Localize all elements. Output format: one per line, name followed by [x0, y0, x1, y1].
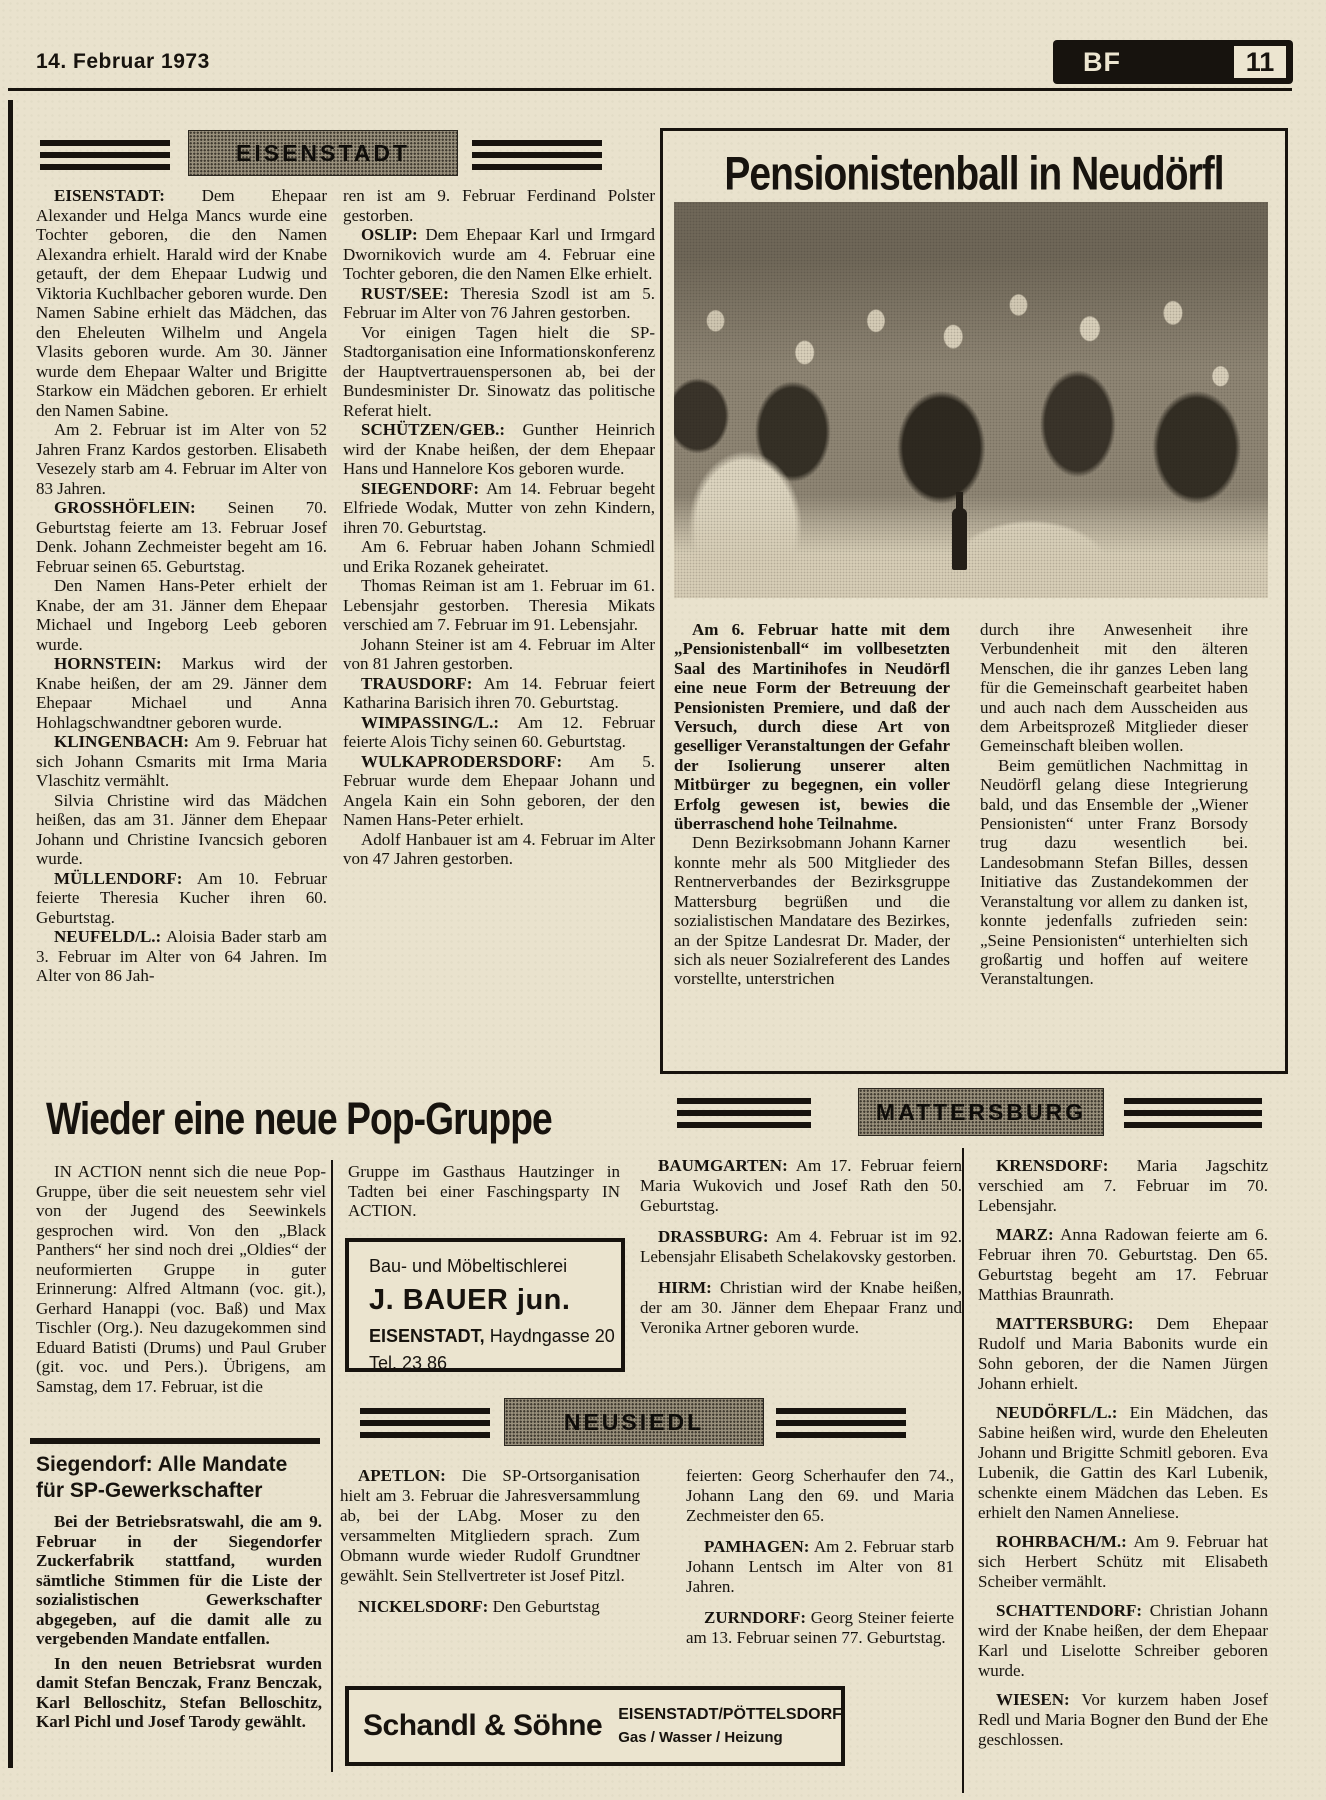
- place-name: DRASSBURG:: [658, 1227, 769, 1246]
- news-item: [686, 1466, 954, 1526]
- ad-bauer-name: J. BAUER jun.: [369, 1284, 571, 1316]
- left-margin-rule: [8, 100, 13, 1768]
- section-mattersburg-header: MATTERSBURG: [858, 1088, 1104, 1136]
- news-text: Am 2. Februar ist im Alter von 52 Jahren Franz Kardos gestorben. Elisabeth Vesezely starb am 4. Februar im Alter von 83 Jahren.: [36, 420, 327, 498]
- ad-schandl-details: [618, 1706, 842, 1746]
- header-rule: [8, 88, 1292, 91]
- news-text: Gunther Heinrich wird der Knabe heißen, der dem Ehepaar Hans und Hannelore Kos geboren wurde.: [343, 420, 655, 478]
- news-text: Silvia Christine wird das Mädchen heißen, das am 31. Jänner dem Ehepaar Johann und Christine Ivancsich geboren wurde.: [36, 790, 327, 868]
- neusiedl-column-1: [340, 1466, 640, 1681]
- news-item: [640, 1156, 962, 1216]
- ad-schandl-name: Schandl & Söhne: [363, 1709, 603, 1742]
- news-text: Thomas Reiman ist am 1. Februar im 61. Lebensjahr gestorben. Theresia Mikats verschied am 7. Februar im 91. Lebensjahr.: [343, 576, 655, 634]
- news-item: [36, 576, 327, 654]
- place-name: PAMHAGEN:: [704, 1537, 810, 1556]
- ad-bauer: [345, 1238, 625, 1372]
- news-item: [343, 674, 655, 713]
- news-item: [343, 479, 655, 538]
- news-item: [343, 186, 655, 225]
- news-item: [343, 713, 655, 752]
- news-text: Ein Mädchen, das Sabine heißen wird, wurde den Eheleuten Johann und Brigitte Schmitl geboren. Eva Lubenik, die Gattin des Karl Lubenik, schenkte einem Mädchen das Leben. Es erhielt den Namen Anneliese.: [978, 1403, 1268, 1522]
- place-name: ROHRBACH/M.:: [996, 1532, 1127, 1551]
- news-text: Aloisia Bader starb am 3. Februar im Alter von 64 Jahren. Im Alter von 86 Jah-: [36, 927, 327, 985]
- news-text: Am 12. Februar feierte Alois Tichy seinen 60. Geburtstag.: [343, 712, 655, 751]
- place-name: TRAUSDORF:: [361, 673, 473, 693]
- place-name: GROSSHÖFLEIN:: [54, 498, 196, 517]
- news-text: Am 2. Februar starb Johann Lentsch im Alter von 81 Jahren.: [686, 1537, 954, 1596]
- article-paragraph: [674, 833, 950, 988]
- news-text: Christian Johann wird der Knabe heißen, der dem Ehepaar Karl und Liselotte Schreiber geboren wurde.: [978, 1601, 1268, 1680]
- news-item: [343, 420, 655, 479]
- siegendorf-headline-line2: für SP-Gewerkschafter: [36, 1479, 263, 1502]
- news-text: Den Namen Hans-Peter erhielt der Knabe, der am 31. Jänner dem Ehepaar Michael und Ingeborg Leeb geboren wurde.: [36, 576, 327, 654]
- pop-article-column-1: [36, 1162, 326, 1430]
- place-name: SCHÜTZEN/GEB.:: [361, 420, 506, 439]
- news-text: Maria Jagschitz verschied am 7. Februar im 70. Lebensjahr.: [978, 1156, 1268, 1215]
- news-text: Dem Ehepaar Rudolf und Maria Babonits wurde ein Sohn geboren, der die Namen Jürgen Johann erhielt.: [978, 1314, 1268, 1393]
- place-name: WIESEN:: [996, 1690, 1070, 1709]
- news-item: [343, 323, 655, 421]
- news-item: [36, 420, 327, 498]
- news-item: [36, 927, 327, 986]
- ball-article-column-2: [980, 620, 1248, 1066]
- news-item: [978, 1156, 1268, 1216]
- news-item: [340, 1466, 640, 1586]
- news-text: Dem Ehepaar Alexander und Helga Mancs wurde eine Tochter geboren, die den Namen Alexandra erhielt. Harald wird der Knabe getauft, der dem Ehepaar Ludwig und Viktoria Kuchlbacher geboren wurde. Den Namen Sabine erhielt das Mädchen, das den Eheleuten Wilhelm und Angela Vlasits geboren wurde. Am 30. Jänner wurde dem Ehepaar Walter und Brigitte Starkow ein Mädchen geboren. Er erhielt den Namen Sabine.: [36, 186, 327, 420]
- news-item: [340, 1597, 640, 1617]
- edition-code: BF: [1083, 47, 1121, 77]
- place-name: KLINGENBACH:: [54, 732, 190, 751]
- column-rule-right: [962, 1148, 964, 1793]
- mattersburg-bars-right: [1124, 1098, 1262, 1128]
- news-text: Vor einigen Tagen hielt die SP-Stadtorganisation eine Informationskonferenz der Hauptvertrauenspersonen ab, bei der Bundesminister Dr. Sinowatz das politische Referat hielt.: [343, 322, 655, 420]
- news-item: [343, 284, 655, 323]
- news-item: [36, 869, 327, 928]
- place-name: BAUMGARTEN:: [658, 1156, 788, 1175]
- news-text: Markus wird der Knabe heißen, der am 29. Jänner dem Ehepaar Michael und Anna Hohlagschwandtner geboren wurde.: [36, 654, 327, 732]
- article-paragraph: Gruppe im Gasthaus Hautzinger in Tadten bei einer Faschingsparty IN ACTION.: [348, 1162, 620, 1220]
- news-text: Den Geburtstag: [492, 1597, 600, 1616]
- eisenstadt-column-1: [36, 186, 327, 1111]
- place-name: SCHATTENDORF:: [996, 1601, 1143, 1620]
- mattersburg-column-1: [640, 1156, 962, 1396]
- news-text: Am 6. Februar haben Johann Schmiedl und Erika Rozanek geheiratet.: [343, 537, 655, 576]
- place-name: NEUFELD/L.:: [54, 927, 162, 946]
- place-name: EISENSTADT:: [54, 186, 165, 205]
- article-text: durch ihre Anwesenheit ihre Verbundenheit mit den älteren Menschen, die ihr ganzes Leben lang für die Gemeinschaft gearbeitet haben und auch nach dem Ausscheiden aus dem Arbeitsprozeß Mitglieder dieser Gemeinschaft bleiben wollen.: [980, 620, 1248, 756]
- section-neusiedl-header: NEUSIEDL: [504, 1398, 764, 1446]
- news-item: [343, 576, 655, 635]
- mattersburg-bars-left: [677, 1098, 811, 1128]
- siegendorf-body: [36, 1512, 322, 1732]
- news-text: Die SP-Ortsorganisation hielt am 3. Februar die Jahresversammlung ab, bei der LAbg. Moser zu den versammelten Mitgliedern sprach. Zum Obmann wurde wieder Rudolf Grundtner gewählt. Sein Stellvertreter ist Josef Pitzl.: [340, 1466, 640, 1585]
- ad-schandl-location: EISENSTADT/PÖTTELSDORF: [618, 1706, 842, 1723]
- news-item: [343, 537, 655, 576]
- siegendorf-headline: [36, 1452, 287, 1504]
- news-item: [978, 1690, 1268, 1750]
- neusiedl-bars-left: [360, 1408, 490, 1438]
- news-item: [36, 791, 327, 869]
- news-item: [36, 186, 327, 420]
- article-paragraph: IN ACTION nennt sich die neue Pop-Gruppe, über die seit neuestem sehr viel von der Jugend des Seewinkels gesprochen wird. Von den „Black Panthers“ her sind noch drei „Oldies“ der neuformierten Gruppe in guter Erinnerung: Alfred Altmann (voc. git.), Gerhard Hanappi (voc. Baß) und Max Tischler (Org.). Neu dazugekommen sind Eduard Batisti (Drums) und Paul Gruber (git. voc. und Pers.). Übrigens, am Samstag, dem 17. Februar, ist die: [36, 1162, 326, 1396]
- news-text: Am 14. Februar feiert Katharina Barisich ihren 70. Geburtstag.: [343, 673, 655, 712]
- ad-bauer-street: Haydngasse 20: [489, 1326, 615, 1346]
- place-name: MÜLLENDORF:: [54, 868, 183, 888]
- news-text: Seinen 70. Geburtstag feierte am 13. Februar Josef Denk. Johann Zechmeister begeht am 16. Februar seinen 65. Geburtstag.: [36, 498, 327, 576]
- news-item: [978, 1601, 1268, 1681]
- ad-schandl: [345, 1686, 845, 1766]
- ad-bauer-phone: Tel. 23 86: [369, 1353, 448, 1373]
- place-name: RUST/SEE:: [361, 283, 449, 303]
- bottle-in-photo: [952, 508, 967, 570]
- eisenstadt-column-2: [343, 186, 655, 1111]
- news-text: Georg Steiner feierte am 13. Februar seinen 77. Geburtstag.: [686, 1608, 954, 1647]
- news-text: Am 14. Februar begeht Elfriede Wodak, Mutter von zehn Kindern, ihren 70. Geburtstag.: [343, 478, 655, 537]
- ball-article-column-1: [674, 620, 950, 1066]
- news-text: Am 5. Februar wurde dem Ehepaar Johann und Angela Kain ein Sohn geboren, der den Namen Hans-Peter erhielt.: [343, 751, 655, 829]
- page-number: 11: [1232, 44, 1288, 80]
- eisenstadt-bars-left: [40, 140, 170, 170]
- news-text: Dem Ehepaar Karl und Irmgard Dwornikovich wurde am 4. Februar eine Tochter geboren, die den Namen Elke erhielt.: [343, 225, 655, 283]
- news-item: [343, 830, 655, 869]
- article-paragraph: [674, 620, 950, 833]
- crowd-photo: [674, 202, 1268, 598]
- news-item: [978, 1532, 1268, 1592]
- news-item: [343, 752, 655, 830]
- news-text: feierten: Georg Scherhaufer den 74., Johann Lang den 69. und Maria Zechmeister den 65.: [686, 1466, 954, 1525]
- news-item: [36, 498, 327, 576]
- news-item: [343, 225, 655, 284]
- ad-bauer-address: [369, 1326, 621, 1347]
- news-text: Theresia Szodl ist am 5. Februar im Alter von 76 Jahren gestorben.: [343, 283, 655, 322]
- place-name: MATTERSBURG:: [996, 1314, 1134, 1333]
- mattersburg-column-2: [978, 1156, 1268, 1796]
- eisenstadt-bars-right: [472, 140, 602, 170]
- place-name: NEUDÖRFL/L.:: [996, 1403, 1118, 1422]
- news-item: [686, 1537, 954, 1597]
- section-eisenstadt-header: EISENSTADT: [188, 130, 458, 176]
- news-item: [978, 1225, 1268, 1305]
- place-name: HORNSTEIN:: [54, 654, 162, 673]
- news-item: [686, 1608, 954, 1648]
- news-text: Johann Steiner ist am 4. Februar im Alter von 81 Jahren gestorben.: [343, 634, 655, 673]
- place-name: WULKAPRODERSDORF:: [361, 751, 563, 771]
- news-text: Anna Radowan feierte am 6. Februar ihren 70. Geburtstag. Den 65. Geburtstag begeht am 17. Februar Matthias Braunrath.: [978, 1225, 1268, 1304]
- ad-bauer-line: Bau- und Möbeltischlerei: [369, 1256, 568, 1276]
- news-text: Vor kurzem haben Josef Redl und Maria Bogner den Bund der Ehe geschlossen.: [978, 1690, 1268, 1749]
- news-item: [36, 732, 327, 791]
- place-name: HIRM:: [658, 1278, 712, 1297]
- article-text: Beim gemütlichen Nachmittag in Neudörfl gelang diese Integrierung bald, und das Ensemble der „Wiener Pensionisten“ unter Franz Borsody trug dazu wesentlich bei. Landesobmann Stefan Billes, dessen Initiative das Zustandekommen der Veranstaltung vor allem zu danken ist, konnte jedenfalls zufrieden sein: „Seine Pensionisten“ unterhielten sich großartig und hoffen auf weitere Veranstaltungen.: [980, 755, 1248, 989]
- news-text: Adolf Hanbauer ist am 4. Februar im Alter von 47 Jahren gestorben.: [343, 829, 655, 868]
- news-text: Am 9. Februar hat sich Johann Csmarits mit Irma Maria Vlaschitz vermählt.: [36, 732, 327, 790]
- place-name: ZURNDORF:: [704, 1608, 806, 1627]
- news-item: [978, 1314, 1268, 1394]
- news-item: [640, 1278, 962, 1338]
- pop-article-headline: Wieder eine neue Pop-Gruppe: [46, 1094, 552, 1145]
- news-item: [640, 1227, 962, 1267]
- article-text: Denn Bezirksobmann Johann Karner konnte mehr als 500 Mitglieder des Rentnerverbandes der Bezirksgruppe Mattersburg begrüßen und die sozialistischen Mandatare des Bezirkes, an der Spitze Landesrat Dr. Mader, der sich als neuer Sozialreferent des Landes vorstellte, unterstrichen: [674, 833, 950, 989]
- article-paragraph: [980, 620, 1248, 756]
- ad-schandl-services: Gas / Wasser / Heizung: [618, 1729, 783, 1746]
- news-text: Am 9. Februar hat sich Herbert Schütz mit Elisabeth Scheiber vermählt.: [978, 1532, 1268, 1591]
- news-text: Am 17. Februar feiern Maria Wukovich und Josef Rath den 50. Geburtstag.: [640, 1156, 962, 1215]
- siegendorf-headline-line1: Siegendorf: Alle Mandate: [36, 1453, 288, 1476]
- news-text: Christian wird der Knabe heißen, der am 30. Jänner dem Ehepaar Franz und Veronika Artner geboren wurde.: [640, 1278, 962, 1337]
- place-name: WIMPASSING/L.:: [361, 712, 500, 732]
- ad-bauer-city: EISENSTADT,: [369, 1326, 485, 1346]
- column-rule-left: [331, 1160, 333, 1772]
- place-name: NICKELSDORF:: [358, 1597, 489, 1616]
- news-text: ren ist am 9. Februar Ferdinand Polster gestorben.: [343, 186, 655, 225]
- neusiedl-column-2: [686, 1466, 954, 1676]
- news-item: [343, 635, 655, 674]
- article-paragraph: [980, 756, 1248, 989]
- article-text: Am 6. Februar hatte mit dem „Pensionistenball“ im vollbesetzten Saal des Martinihofes in Neudörfl eine neue Form der Betreuung der Pensionisten Premiere, und daß der Versuch, durch diese Art von geselliger Veranstaltungen der Gefahr der Isolierung unserer alten Mitbürger zu begegnen, ein voller Erfolg gewesen ist, bewies die überraschend hohe Teilnahme.: [674, 620, 950, 834]
- article-paragraph: In den neuen Betriebsrat wurden damit Stefan Benczak, Franz Benczak, Karl Belloschitz, Stefan Belloschitz, Karl Pichl und Josef Tarody gewählt.: [36, 1653, 322, 1731]
- place-name: MARZ:: [996, 1225, 1054, 1244]
- news-text: Am 10. Februar feierte Theresia Kucher ihren 60. Geburtstag.: [36, 868, 327, 927]
- pop-article-column-2: [348, 1162, 620, 1232]
- siegendorf-top-rule: [30, 1438, 320, 1444]
- news-item: [978, 1403, 1268, 1523]
- news-item: [36, 654, 327, 732]
- neusiedl-bars-right: [776, 1408, 906, 1438]
- page-date: 14. Februar 1973: [36, 50, 210, 73]
- edition-badge: [1053, 40, 1293, 84]
- news-text: Am 4. Februar ist im 92. Lebensjahr Elisabeth Schelakovsky gestorben.: [640, 1227, 962, 1266]
- place-name: APETLON:: [358, 1466, 446, 1485]
- place-name: OSLIP:: [361, 225, 418, 244]
- article-paragraph: Bei der Betriebsratswahl, die am 9. Februar in der Siegendorfer Zuckerfabrik stattfand, wurden sämtliche Stimmen für die Liste der sozialistischen Gewerkschafter abgegeben, auf die damit alle zu vergebenden Mandate entfallen.: [36, 1512, 322, 1648]
- place-name: KRENSDORF:: [996, 1156, 1109, 1175]
- ball-article-headline: Pensionistenball in Neudörfl: [724, 147, 1224, 200]
- place-name: SIEGENDORF:: [361, 478, 480, 498]
